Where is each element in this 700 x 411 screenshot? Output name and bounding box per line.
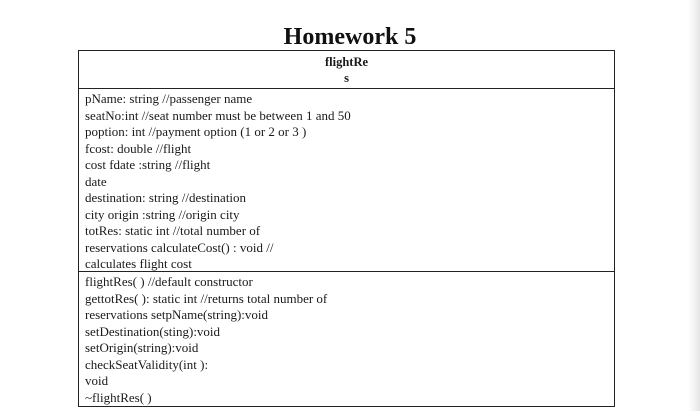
- attribute-line: fcost: double //flight: [85, 140, 192, 156]
- operation-line: reservations setpName(string):void: [85, 307, 269, 322]
- operations-compartment: [79, 274, 614, 406]
- page-edge-shadow: [688, 0, 700, 411]
- attribute-line: date: [85, 173, 107, 189]
- class-name-line-2: s: [344, 71, 349, 85]
- attribute-line: totRes: static int //total number of: [85, 223, 261, 238]
- attribute-line: city origin :string //origin city: [85, 206, 240, 222]
- compartment-divider: [79, 271, 614, 272]
- attribute-line: pName: string //passenger name: [85, 91, 253, 106]
- operation-line: gettotRes( ): static int //returns total number of: [85, 290, 328, 306]
- operation-line: checkSeatValidity(int ):: [85, 356, 209, 372]
- attribute-line: calculates flight cost: [85, 256, 192, 271]
- class-name-line-1: flightRe: [324, 55, 369, 69]
- attribute-line: poption: int //payment option (1 or 2 or 3 ): [85, 124, 307, 139]
- uml-class-box: [78, 50, 615, 407]
- operation-line: ~flightRes( ): [85, 389, 152, 405]
- attribute-line: cost fdate :string //flight: [85, 157, 211, 172]
- operation-line: flightRes( ) //default constructor: [85, 274, 253, 289]
- attribute-line: destination: string //destination: [85, 190, 247, 205]
- class-name-compartment: [79, 51, 614, 89]
- operation-line: setOrigin(string):void: [85, 340, 199, 355]
- operation-line: setDestination(sting):void: [85, 323, 221, 339]
- attribute-line: seatNo:int //seat number must be between 1 and 50: [85, 107, 351, 123]
- operation-line: void: [85, 373, 109, 388]
- page-title: Homework 5: [283, 24, 417, 50]
- compartment-divider: [79, 88, 614, 89]
- attributes-compartment: [79, 91, 614, 273]
- attribute-line: reservations calculateCost() : void //: [85, 239, 274, 255]
